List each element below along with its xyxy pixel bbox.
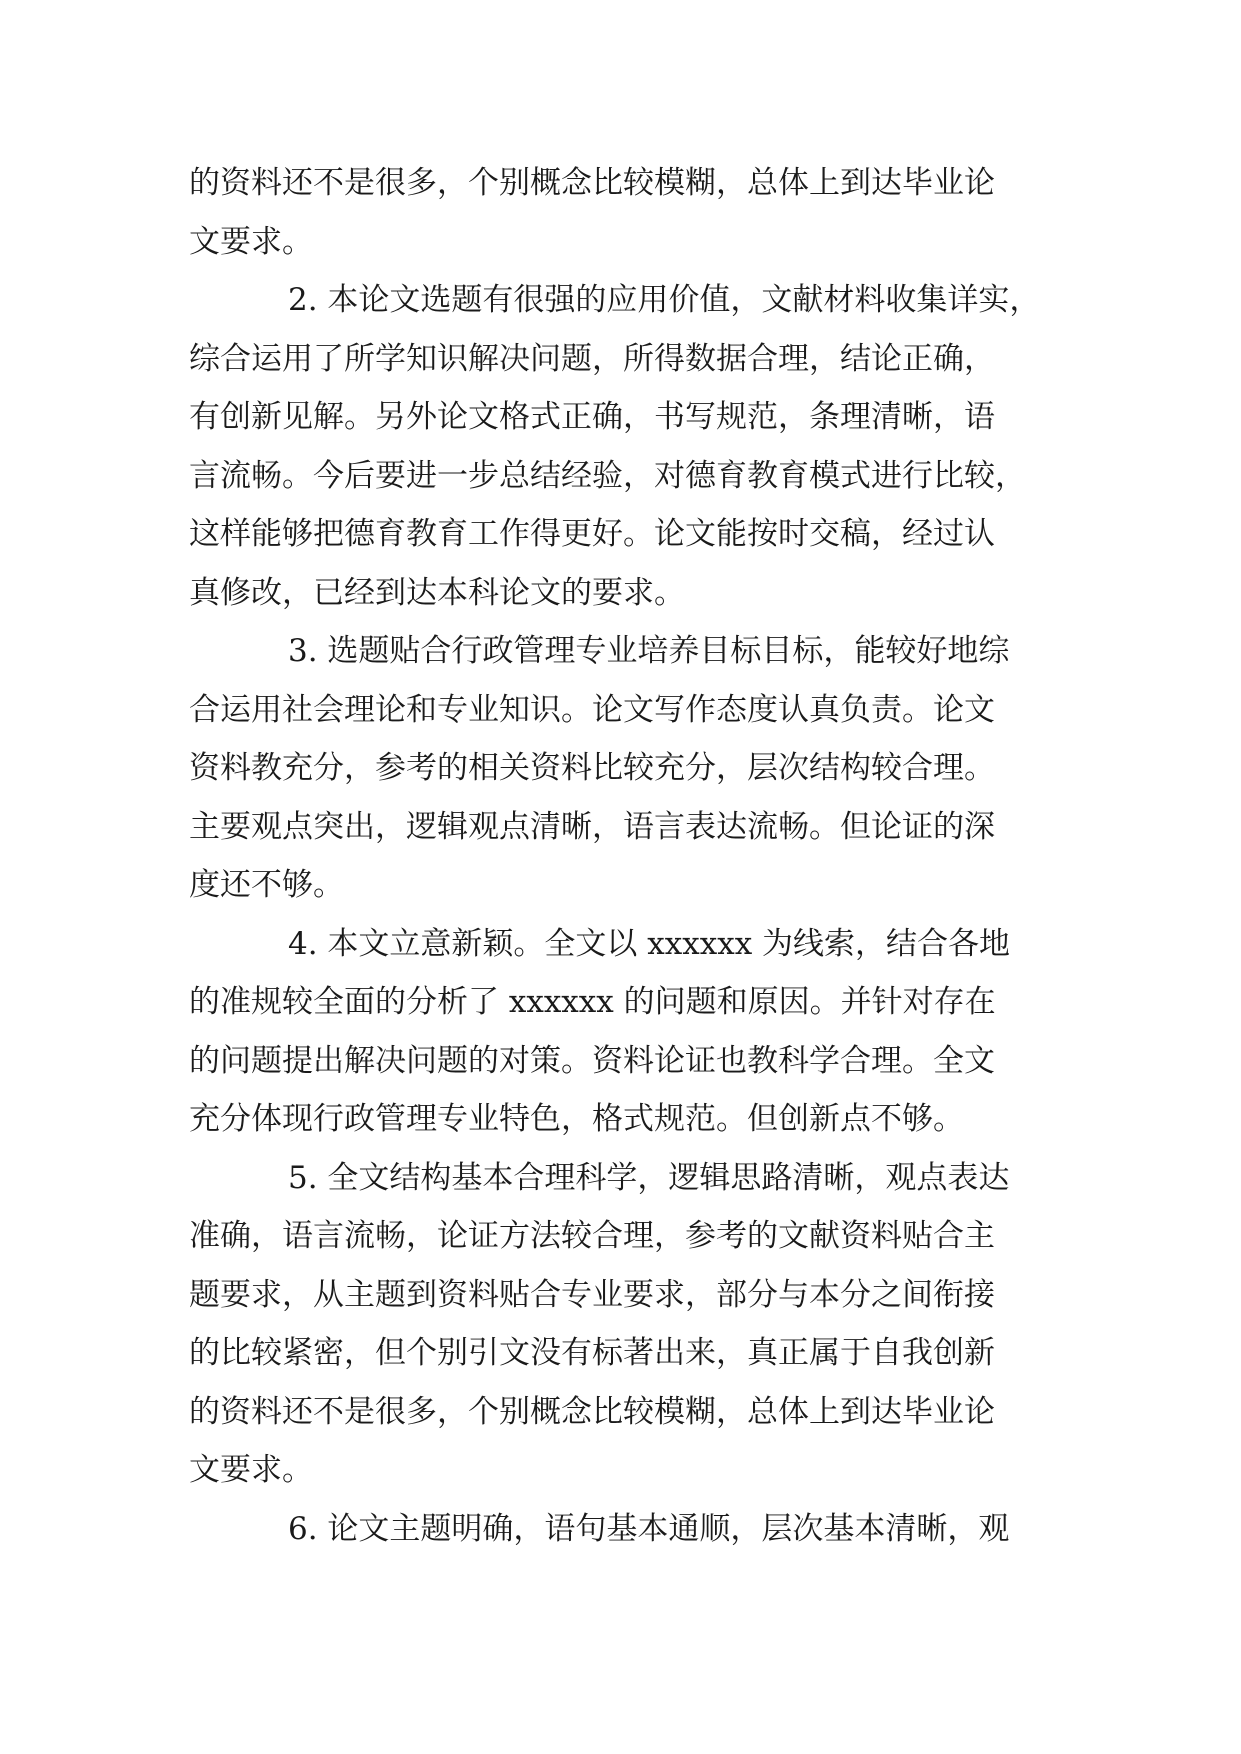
- text-line: 度还不够。: [189, 867, 344, 903]
- text-line: 这样能够把德育教育工作得更好。论文能按时交稿，经过认: [189, 516, 995, 552]
- text-line: 文要求。: [189, 223, 313, 260]
- paragraph-start-line: 5. 全文结构基本合理科学，逻辑思路清晰，观点表达: [288, 1159, 1010, 1196]
- text-line: 有创新见解。另外论文格式正确，书写规范，条理清晰，语: [189, 399, 995, 435]
- text-line: 充分体现行政管理专业特色，格式规范。但创新点不够。: [189, 1101, 964, 1137]
- text-line: 的比较紧密，但个别引文没有标著出来，真正属于自我创新: [189, 1335, 995, 1371]
- text-line: 资料教充分，参考的相关资料比较充分，层次结构较合理。: [189, 750, 995, 786]
- paragraph-start-line: 6. 论文主题明确，语句基本通顺，层次基本清晰，观: [288, 1510, 1010, 1547]
- paragraph-start-line: 2. 本论文选题有很强的应用价值，文献材料收集详实，: [288, 282, 1041, 318]
- text-line: 题要求，从主题到资料贴合专业要求，部分与本分之间衔接: [189, 1276, 995, 1313]
- text-line: 的准规较全面的分析了 xxxxxx 的问题和原因。并针对存在: [189, 984, 996, 1020]
- text-line: 言流畅。今后要进一步总结经验，对德育教育模式进行比较，: [189, 457, 1026, 494]
- text-line: 准确，语言流畅，论证方法较合理，参考的文献资料贴合主: [189, 1218, 995, 1254]
- paragraph-start-line: 4. 本文立意新颖。全文以 xxxxxx 为线索，结合各地: [288, 925, 1011, 962]
- text-line: 合运用社会理论和专业知识。论文写作态度认真负责。论文: [189, 691, 995, 728]
- paragraph-start-line: 3. 选题贴合行政管理专业培养目标目标，能较好地综: [288, 633, 1010, 669]
- text-line: 的问题提出解决问题的对策。资料论证也教科学合理。全文: [189, 1042, 995, 1079]
- text-line: 真修改，已经到达本科论文的要求。: [189, 574, 685, 611]
- text-line: 主要观点突出，逻辑观点清晰，语言表达流畅。但论证的深: [189, 808, 995, 845]
- text-line: 的资料还不是很多，个别概念比较模糊，总体上到达毕业论: [189, 1393, 995, 1430]
- text-line: 文要求。: [189, 1452, 313, 1488]
- text-line: 综合运用了所学知识解决问题，所得数据合理，结论正确，: [189, 340, 995, 377]
- body-text: [189, 154, 1051, 1558]
- text-line: 的资料还不是很多，个别概念比较模糊，总体上到达毕业论: [189, 165, 995, 201]
